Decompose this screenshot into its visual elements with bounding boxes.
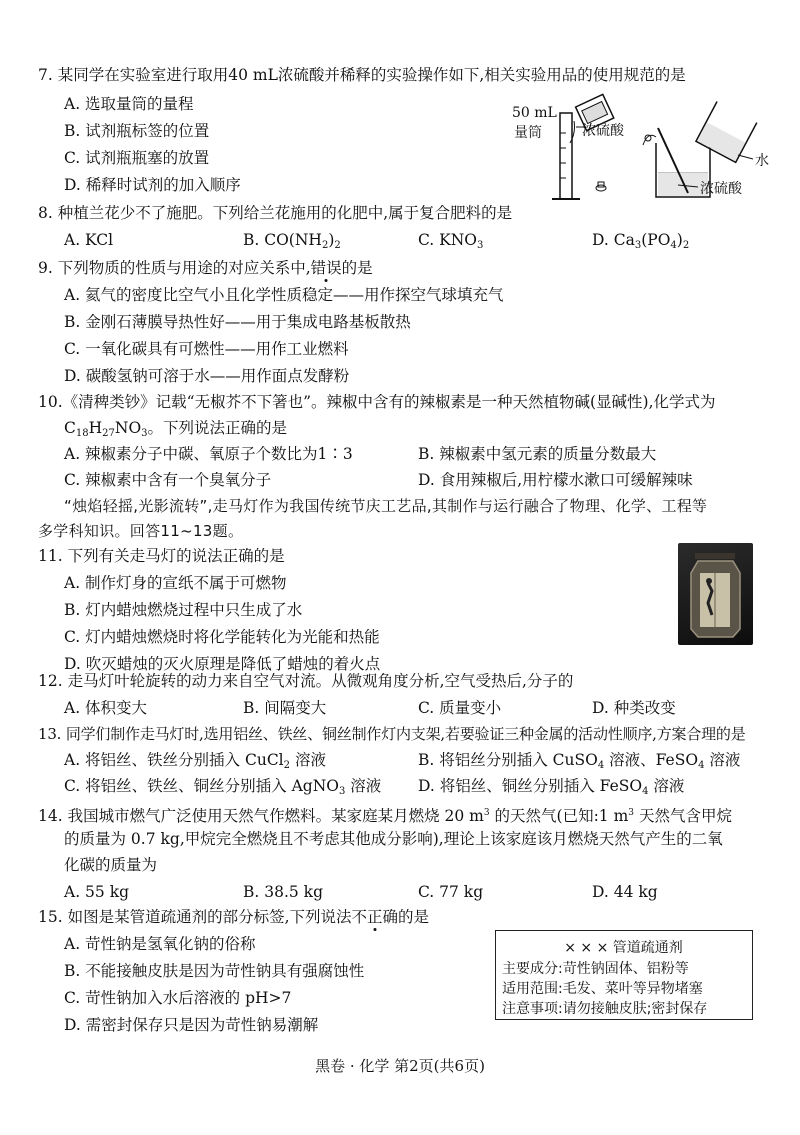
q12-option-c: C. 质量变小	[418, 699, 502, 717]
q15-emphasis: 不正确	[351, 908, 399, 926]
label-title: × × × 管道疏通剂	[564, 940, 683, 956]
q15-option-a: A. 苛性钠是氢氧化钠的俗称	[64, 935, 256, 953]
q14-option-d: D. 44 kg	[592, 883, 658, 901]
q12-option-a: A. 体积变大	[64, 699, 148, 717]
label-ingredients: 主要成分:苛性钠固体、铝粉等	[502, 961, 689, 977]
intro-line1: “烛焰轻摇,光影流转”,走马灯作为我国传统节庆工艺品,其制作与运行融合了物理、化学、工程等	[64, 497, 708, 515]
q10-option-d: D. 食用辣椒后,用柠檬水漱口可缓解辣味	[418, 471, 693, 489]
drain-cleaner-label	[495, 930, 753, 1020]
q8-option-c: C. KNO3	[418, 231, 484, 251]
intro-line2: 多学科知识。回答11~13题。	[38, 522, 244, 540]
label-usage: 适用范围:毛发、菜叶等异物堵塞	[502, 981, 703, 997]
q12-option-d: D. 种类改变	[592, 699, 676, 717]
q10-option-a: A. 辣椒素分子中碳、氧原子个数比为1∶3	[64, 445, 353, 463]
cylinder-label: 量筒	[514, 125, 542, 141]
q7-option-a: A. 选取量筒的量程	[64, 95, 194, 113]
q12-stem: 12. 走马灯叶轮旋转的动力来自空气对流。从微观角度分析,空气受热后,分子的	[38, 672, 574, 690]
q11-stem: 11. 下列有关走马灯的说法正确的是	[38, 547, 285, 565]
q11-option-d: D. 吹灭蜡烛的灭火原理是降低了蜡烛的着火点	[64, 655, 381, 673]
q14-line3: 化碳的质量为	[64, 856, 158, 874]
q9-option-b: B. 金刚石薄膜导热性好——用于集成电路基板散热	[64, 313, 411, 331]
q10-stem-line2: C18H27NO3。下列说法正确的是	[64, 419, 288, 439]
lantern-photo	[678, 543, 753, 645]
q8-option-d: D. Ca3(PO4)2	[592, 231, 690, 251]
q14-option-b: B. 38.5 kg	[243, 883, 323, 901]
q10-option-c: C. 辣椒素中含有一个臭氧分子	[64, 471, 272, 489]
q11-option-a: A. 制作灯身的宣纸不属于可燃物	[64, 574, 287, 592]
label-precautions: 注意事项:请勿接触皮肤;密封保存	[502, 1001, 708, 1017]
q7-option-c: C. 试剂瓶瓶塞的放置	[64, 149, 210, 167]
q9-option-c: C. 一氧化碳具有可燃性——用作工业燃料	[64, 340, 349, 358]
q9-emphasis: 错误	[310, 259, 342, 277]
q12-option-b: B. 间隔变大	[243, 699, 327, 717]
q13-option-d: D. 将铝丝、铜丝分别插入 FeSO4 溶液	[418, 777, 685, 797]
q7-figure	[508, 93, 778, 205]
q11-option-c: C. 灯内蜡烛燃烧时将化学能转化为光能和热能	[64, 628, 380, 646]
q14-line2: 的质量为 0.7 kg,甲烷完全燃烧且不考虑其他成分影响),理论上该家庭该月燃烧天然气产生的二氧	[64, 830, 723, 848]
q13-option-a: A. 将铝丝、铁丝分别插入 CuCl2 溶液	[64, 751, 326, 771]
q13-option-b: B. 将铝丝分别插入 CuSO4 溶液、FeSO4 溶液	[418, 751, 741, 771]
q14-option-c: C. 77 kg	[418, 883, 484, 901]
q13-stem: 13. 同学们制作走马灯时,选用铝丝、铁丝、铜丝制作灯内支架,若要验证三种金属的活动性顺序,方案合理的是	[38, 725, 746, 743]
reagent-bottle-label: 浓硫酸	[582, 123, 624, 139]
q9-option-a: A. 氦气的密度比空气小且化学性质稳定——用作探空气球填充气	[64, 286, 504, 304]
q7-option-d: D. 稀释时试剂的加入顺序	[64, 176, 241, 194]
q15-stem: 15. 如图是某管道疏通剂的部分标签,下列说法不正确的是	[38, 908, 430, 926]
q14-option-a: A. 55 kg	[64, 883, 130, 901]
page-footer: 黑卷 · 化学 第2页(共6页)	[315, 1057, 485, 1075]
q15-option-c: C. 苛性钠加入水后溶液的 pH>7	[64, 989, 292, 1007]
q8-stem: 8. 种植兰花少不了施肥。下列给兰花施用的化肥中,属于复合肥料的是	[38, 204, 513, 222]
q11-option-b: B. 灯内蜡烛燃烧过程中只生成了水	[64, 601, 303, 619]
q9-stem: 9. 下列物质的性质与用途的对应关系中,错误的是	[38, 259, 373, 277]
q15-option-d: D. 需密封保存只是因为苛性钠易潮解	[64, 1016, 319, 1034]
q8-option-a: A. KCl	[64, 231, 114, 249]
water-label: 水	[755, 153, 769, 169]
q8-option-b: B. CO(NH2)2	[243, 231, 341, 251]
q15-option-b: B. 不能接触皮肤是因为苛性钠具有强腐蚀性	[64, 962, 365, 980]
q7-option-b: B. 试剂瓶标签的位置	[64, 122, 210, 140]
q13-option-c: C. 将铝丝、铁丝、铜丝分别插入 AgNO3 溶液	[64, 777, 382, 797]
q10-option-b: B. 辣椒素中氢元素的质量分数最大	[418, 445, 657, 463]
q7-stem: 7. 某同学在实验室进行取用40 mL浓硫酸并稀释的实验操作如下,相关实验用品的使用规范的是	[38, 66, 686, 84]
beaker-acid-label: 浓硫酸	[700, 181, 742, 197]
cylinder-capacity-label: 50 mL	[512, 105, 557, 121]
q14-line1: 14. 我国城市燃气广泛使用天然气作燃料。某家庭某月燃烧 20 $m^3$ 的天然气(已知:1 $m^3$ 天然气含甲烷	[38, 807, 732, 825]
q9-option-d: D. 碳酸氢钠可溶于水——用作面点发酵粉	[64, 367, 350, 385]
q10-stem-line1: 10.《清稗类钞》记载“无椒芥不下箸也”。辣椒中含有的辣椒素是一种天然植物碱(显碱性),化学式为	[38, 393, 716, 411]
lantern-image	[678, 543, 753, 645]
